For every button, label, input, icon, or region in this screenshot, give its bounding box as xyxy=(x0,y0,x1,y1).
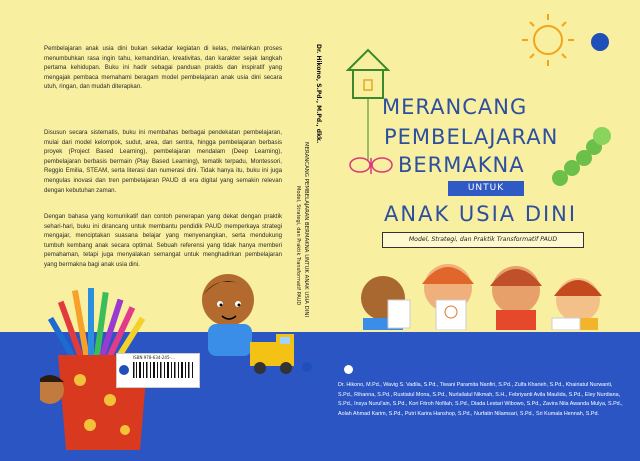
caterpillar-illustration xyxy=(552,127,611,186)
title-line-1: MERANCANG xyxy=(382,95,528,119)
subtitle: Model, Strategi, dan Praktik Transformatif PAUD xyxy=(382,232,584,248)
front-publisher-logo xyxy=(344,365,353,374)
sun-illustration xyxy=(522,14,574,66)
publisher-logo xyxy=(591,33,609,51)
spine-subtitle: Model, Strategi, dan Praktik Transformatif PAUD xyxy=(295,186,301,306)
title-line-3: BERMAKNA xyxy=(398,153,525,177)
title-line-4: ANAK USIA DINI xyxy=(384,202,578,226)
spine-authors: Dr. Hikono, S.Pd., M.Pd., dkk. xyxy=(315,44,322,144)
spine-title: MERANCANG PEMBELAJARAN BERMAKNA UNTUK ANAK USIA DINI xyxy=(303,142,309,318)
authors-list: Dr. Hikono, M.Pd., Wavig S. Vadila, S.Pd., Tiwani Paramita Nanfiri, S.Pd., Zulfa Kharieh, S.Pd., Khairiatul Nurwanti, S.Pd., Rihanna, S.Pd., Rustiatul Mona, S.Pd., Nurlailatul Nikmah, S.H., Febriyanti Avila Maulida, S.Pd., Eley Nurdiana, S.Pd., Insya Nurul'ain, S.Pd., Kori Fitroh Nofilah, S.Pd., Diada Lestari Wibowo, S.Pd., Zavira Nila Awanda Mulya, S.Pd., Aolah Ahmad Karim, S.Pd., Putri Karira Hanshop, S.Pd., Nurfatin Nilamsari, S.Pd., Sri Kumala Hennah, S.Pd. xyxy=(338,382,623,417)
spine-publisher-logo xyxy=(302,362,312,372)
title-line-2: PEMBELAJARAN xyxy=(384,125,559,149)
barcode-label: ISBN 978-634-245-... xyxy=(133,355,175,360)
barcode xyxy=(116,353,200,388)
butterfly-illustration xyxy=(350,158,392,174)
back-paragraph-3: Dengan bahasa yang komunikatif dan contoh penerapan yang dekat dengan praktik sehari-hari, buku ini dirancang untuk membantu pendidik PAUD memperkaya strategi mengajar, menciptakan suasana belajar yang menyenangkan, serta mendukung tumbuh kembang anak secara optimal. Sebuah referensi yang tidak hanya memberi pemahaman, tetapi juga menyalakan semangat untuk menghadirkan pembelajaran yang bermakna bagi anak usia dini. xyxy=(44,213,282,268)
kids-illustration xyxy=(361,264,602,330)
pencils-illustration xyxy=(48,288,145,363)
title-untuk-badge: UNTUK xyxy=(448,181,524,196)
toy-truck-illustration xyxy=(250,334,294,374)
back-paragraph-2: Disusun secara sistematis, buku ini membahas berbagai pendekatan pembelajaran, mulai dari model kelompok, sudut, area, dan sentra, hingga pembelajaran berbasis proyek (Project Based Learning), pembelajaran mendalam (Deep Learning), pembelajaran berbasis bermain (Play Based Learning), tematik terpadu, Montessori, Reggio Emilia, STEAM, serta literasi dan numerasi dini. Tidak hanya itu, buku ini juga mengulas inovasi dan tren pembelajaran PAUD di era digital yang semakin relevan dengan kebutuhan zaman. xyxy=(44,129,282,194)
back-paragraph-1: Pembelajaran anak usia dini bukan sekadar kegiatan di kelas, melainkan proses menumbuhkan rasa ingin tahu, kemandirian, kreativitas, dan karakter sejak langkah pertama kehidupan. Buku ini hadir sebagai panduan praktis dan inspiratif yang mengajak pembaca memahami beragam model pembelajaran anak usia dini secara utuh, ringan, dan mudah diterapkan. xyxy=(44,45,282,91)
